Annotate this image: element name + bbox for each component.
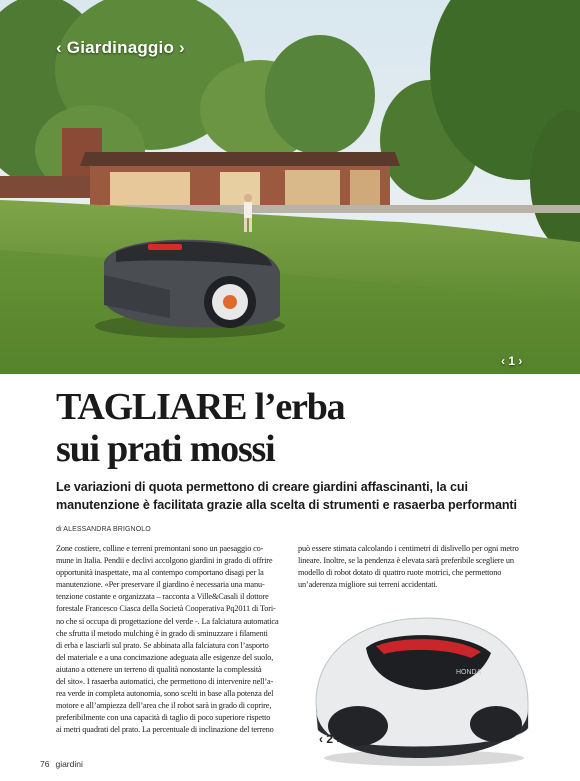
white-robot-mower — [306, 608, 536, 768]
page-folio — [40, 759, 83, 769]
title-line-1: TAGLIARE l’erba — [56, 386, 345, 428]
body-line: che sfrutta il metodo mulching è in grado di sminuzzare i filamenti — [56, 628, 268, 638]
body-line: ai metri quadrati del prato. La percentuale di inclinazione del terreno — [56, 725, 274, 735]
body-line: del sito». I rasaerba automatici, che permettono di intervenire nell’a- — [56, 677, 274, 687]
body-line: aiutano a ottenere un terreno di qualità nonostante la complessità — [56, 664, 262, 674]
subtitle-line-1: Le variazioni di quota permettono di creare giardini affascinanti, la cui — [56, 480, 468, 494]
body-line: motore e all’ampiezza dell’area che il robot sarà in grado di coprire, — [56, 701, 272, 711]
body-line: rea verde in completa autonomia, sono scelti in base alla potenza del — [56, 689, 274, 699]
body-line: lineare. Inoltre, se la pendenza è elevata sarà preferibile scegliere un — [298, 556, 514, 566]
body-line: può essere stimata calcolando i centimetri di dislivello per ogni metro — [298, 544, 519, 553]
article-subtitle — [56, 478, 536, 514]
magazine-name: giardini — [55, 759, 83, 769]
figure-2-label: ‹ 2 › — [319, 732, 341, 746]
subtitle-line-2: manutenzione è facilitata grazie alla scelta di strumenti e rasaerba performanti — [56, 498, 517, 512]
body-line: no che si occupa di progettazione del verde -. La falciatura automatica — [56, 616, 279, 626]
body-line: preferibilmente con una capacità di taglio di poco superiore rispetto — [56, 713, 271, 723]
figure-1-label: ‹ 1 › — [501, 354, 523, 368]
body-line: forestale Francesco Ciasca della Società Cooperativa Pq2011 di Tori- — [56, 604, 276, 614]
body-line: un’aderenza migliore sui terreni accidentati. — [298, 580, 438, 590]
body-line: del materiale e a una concimazione adeguata alle esigenze del suolo, — [56, 652, 274, 662]
article-title — [56, 386, 344, 470]
body-line: manutenzione. «Per preservare il giardino è necessaria una manu- — [56, 580, 265, 590]
robot-mower-product-image — [306, 608, 536, 773]
body-line: modello di robot dotato di quattro ruote motrici, che permettono — [298, 568, 502, 578]
section-tag: ‹ Giardinaggio › — [56, 38, 185, 57]
robot-mower-photo — [95, 240, 285, 338]
body-line: Zone costiere, colline e terreni premontani sono un paesaggio co- — [56, 544, 264, 553]
hero-photo — [0, 0, 580, 374]
body-line: mune in Italia. Pendii e declivi accolgono giardini in grado di offrire — [56, 556, 273, 566]
title-line-2: sui prati mossi — [56, 428, 275, 470]
page-number: 76 — [40, 759, 50, 769]
body-line: tenzione costante e organizzata – racconta a Ville&Casali il dottore — [56, 592, 269, 602]
body-line: opportunità inaspettate, ma al contempo comportano disagi per la — [56, 568, 264, 578]
body-line: di erba e lasciarli sul prato. Se abbinata alla falciatura con l’asporto — [56, 640, 269, 650]
brand-text: HONDA — [456, 669, 482, 676]
body-column-2 — [298, 543, 532, 591]
body-column-1 — [56, 543, 292, 737]
byline: di ALESSANDRA BRIGNOLO — [56, 526, 151, 533]
